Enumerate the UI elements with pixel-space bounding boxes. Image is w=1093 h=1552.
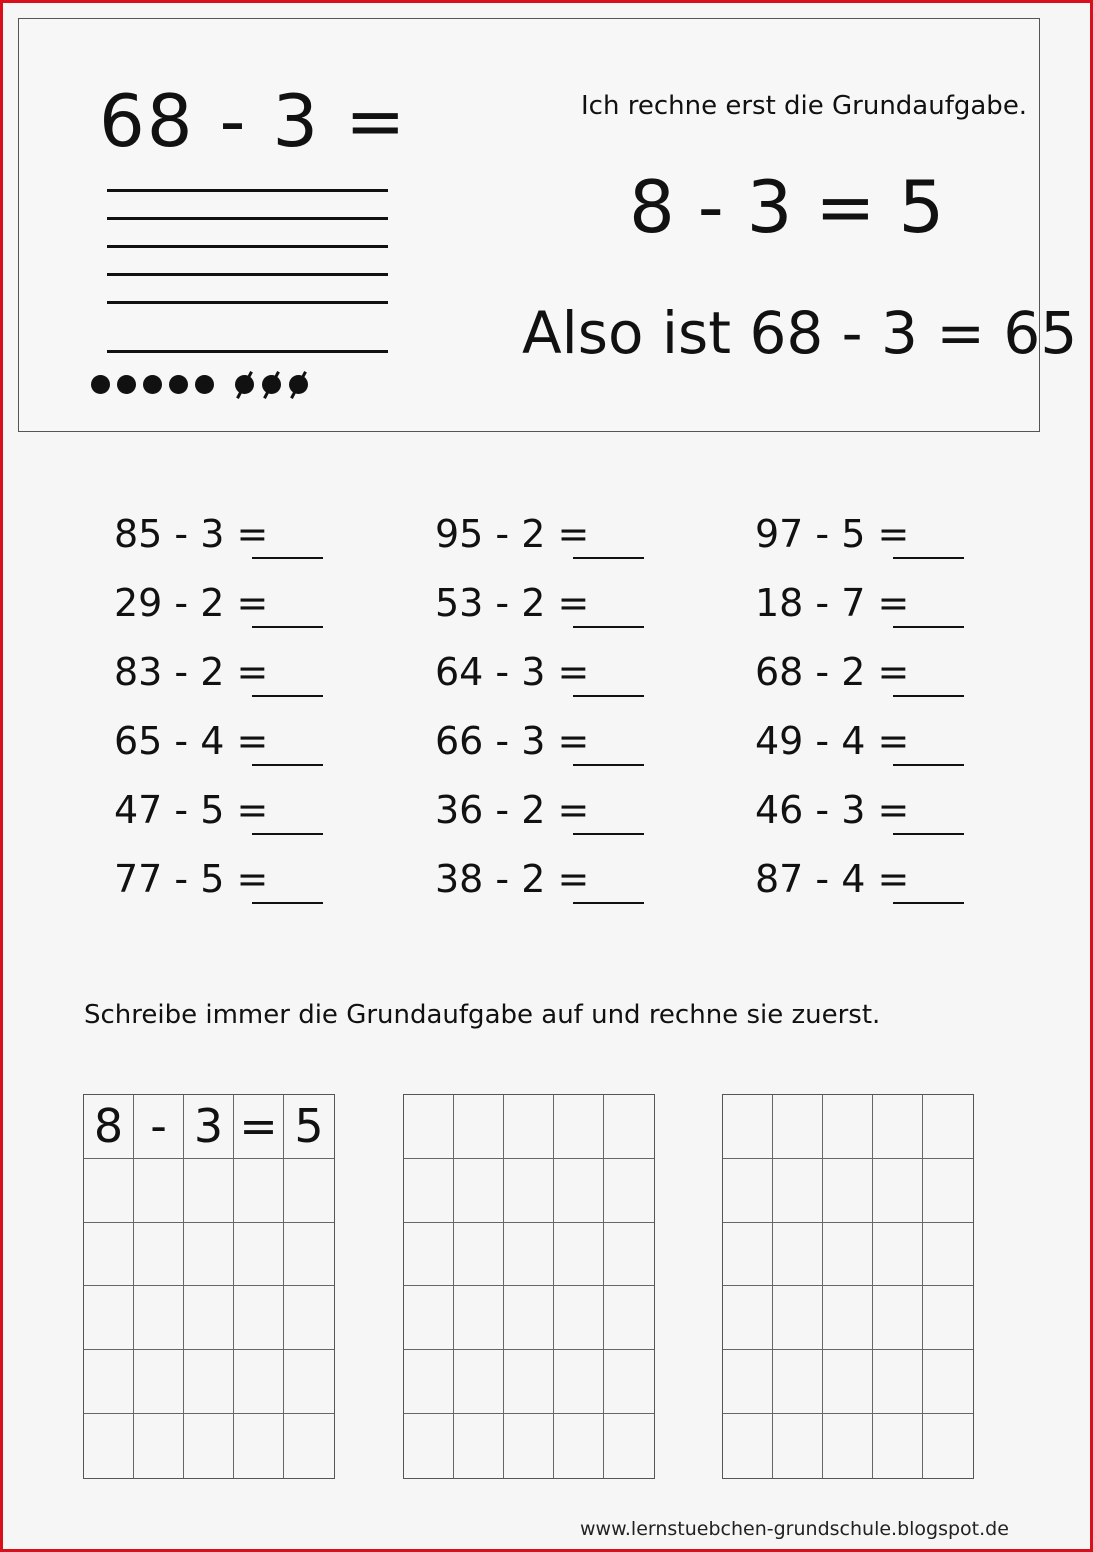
grid-cell[interactable] <box>773 1095 823 1159</box>
grid-cell[interactable] <box>454 1223 504 1287</box>
grid-cell[interactable] <box>504 1095 554 1159</box>
grid-cell[interactable] <box>504 1350 554 1414</box>
grid-cell[interactable] <box>823 1286 873 1350</box>
grid-cell[interactable] <box>504 1414 554 1478</box>
grid-cell[interactable] <box>923 1286 973 1350</box>
answer-blank[interactable] <box>893 764 964 766</box>
grid-cell[interactable] <box>84 1159 134 1223</box>
exercise: 46 - 3 = <box>755 788 910 832</box>
exercise: 95 - 2 = <box>435 512 590 556</box>
exercise: 97 - 5 = <box>755 512 910 556</box>
grid-cell[interactable] <box>723 1095 773 1159</box>
answer-blank[interactable] <box>573 833 644 835</box>
grid-cell[interactable] <box>604 1095 654 1159</box>
grid-cell[interactable] <box>823 1159 873 1223</box>
grid-cell[interactable] <box>284 1286 334 1350</box>
answer-blank[interactable] <box>252 695 323 697</box>
writing-grid-1 <box>83 1094 335 1479</box>
answer-blank[interactable] <box>252 626 323 628</box>
one-dot <box>91 375 110 394</box>
grid-cell[interactable]: 8 <box>84 1095 134 1159</box>
exercise: 83 - 2 = <box>114 650 269 694</box>
answer-blank[interactable] <box>893 833 964 835</box>
example-conclusion: Also ist 68 - 3 = 65 <box>522 299 1078 367</box>
grid-cell[interactable] <box>873 1414 923 1478</box>
one-dot <box>143 375 162 394</box>
grid-cell[interactable] <box>404 1414 454 1478</box>
grid-cell[interactable] <box>184 1350 234 1414</box>
grid-cell[interactable] <box>873 1095 923 1159</box>
tens-bar <box>107 350 388 353</box>
grid-cell[interactable] <box>284 1223 334 1287</box>
tens-bar <box>107 217 388 220</box>
one-dot <box>117 375 136 394</box>
grid-cell[interactable] <box>604 1414 654 1478</box>
answer-blank[interactable] <box>252 557 323 559</box>
grid-cell[interactable] <box>234 1286 284 1350</box>
answer-blank[interactable] <box>573 557 644 559</box>
grid-cell[interactable]: - <box>134 1095 184 1159</box>
grid-cell[interactable] <box>923 1350 973 1414</box>
writing-grid-3 <box>722 1094 974 1479</box>
grid-cell[interactable] <box>773 1350 823 1414</box>
grid-cell[interactable] <box>604 1223 654 1287</box>
grid-cell[interactable]: 5 <box>284 1095 334 1159</box>
exercise: 64 - 3 = <box>435 650 590 694</box>
grid-cell[interactable] <box>84 1350 134 1414</box>
one-dot <box>169 375 188 394</box>
grid-cell[interactable] <box>284 1159 334 1223</box>
grid-cell[interactable] <box>234 1159 284 1223</box>
exercise: 47 - 5 = <box>114 788 269 832</box>
grid-cell[interactable] <box>873 1286 923 1350</box>
grid-cell[interactable] <box>823 1095 873 1159</box>
instruction-text: Schreibe immer die Grundaufgabe auf und rechne sie zuerst. <box>84 1000 881 1030</box>
answer-blank[interactable] <box>573 764 644 766</box>
answer-blank[interactable] <box>893 695 964 697</box>
example-intro: Ich rechne erst die Grundaufgabe. <box>581 91 1028 121</box>
grid-cell[interactable] <box>723 1350 773 1414</box>
grid-cell[interactable] <box>184 1414 234 1478</box>
grid-cell[interactable] <box>923 1223 973 1287</box>
grid-cell[interactable] <box>554 1350 604 1414</box>
grid-cell[interactable] <box>404 1286 454 1350</box>
grid-cell[interactable] <box>554 1095 604 1159</box>
grid-cell[interactable] <box>554 1414 604 1478</box>
grid-cell[interactable] <box>234 1223 284 1287</box>
grid-cell[interactable] <box>823 1350 873 1414</box>
grid-cell[interactable] <box>923 1159 973 1223</box>
answer-blank[interactable] <box>252 833 323 835</box>
grid-cell[interactable] <box>184 1286 234 1350</box>
grid-cell[interactable] <box>134 1223 184 1287</box>
grid-cell[interactable] <box>404 1095 454 1159</box>
grid-cell[interactable] <box>604 1350 654 1414</box>
tens-bar <box>107 273 388 276</box>
grid-cell[interactable]: = <box>234 1095 284 1159</box>
grid-cell[interactable] <box>84 1414 134 1478</box>
exercise: 65 - 4 = <box>114 719 269 763</box>
grid-cell[interactable] <box>823 1414 873 1478</box>
grid-cell[interactable] <box>723 1286 773 1350</box>
grid-cell[interactable] <box>554 1286 604 1350</box>
exercise: 38 - 2 = <box>435 857 590 901</box>
grid-cell[interactable] <box>773 1159 823 1223</box>
answer-blank[interactable] <box>893 626 964 628</box>
basic-task: 8 - 3 = 5 <box>629 165 945 249</box>
exercise: 53 - 2 = <box>435 581 590 625</box>
exercise: 36 - 2 = <box>435 788 590 832</box>
grid-cell[interactable] <box>184 1223 234 1287</box>
tens-bar <box>107 189 388 192</box>
writing-grid-2 <box>403 1094 655 1479</box>
grid-cell[interactable] <box>284 1350 334 1414</box>
exercise: 85 - 3 = <box>114 512 269 556</box>
grid-cell[interactable] <box>873 1350 923 1414</box>
grid-cell[interactable] <box>504 1223 554 1287</box>
exercise: 68 - 2 = <box>755 650 910 694</box>
one-dot <box>195 375 214 394</box>
grid-cell[interactable] <box>234 1350 284 1414</box>
grid-cell[interactable]: 3 <box>184 1095 234 1159</box>
exercise: 66 - 3 = <box>435 719 590 763</box>
grid-cell[interactable] <box>504 1159 554 1223</box>
grid-cell[interactable] <box>134 1350 184 1414</box>
example-box <box>18 18 1078 432</box>
grid-cell[interactable] <box>404 1223 454 1287</box>
grid-cell[interactable] <box>404 1159 454 1223</box>
exercise: 49 - 4 = <box>755 719 910 763</box>
exercise: 29 - 2 = <box>114 581 269 625</box>
answer-blank[interactable] <box>893 902 964 904</box>
grid-cell[interactable] <box>873 1159 923 1223</box>
answer-blank[interactable] <box>573 626 644 628</box>
grid-cell[interactable] <box>773 1414 823 1478</box>
grid-cell[interactable] <box>773 1286 823 1350</box>
answer-blank[interactable] <box>252 902 323 904</box>
answer-blank[interactable] <box>893 557 964 559</box>
grid-cell[interactable] <box>134 1159 184 1223</box>
answer-blank[interactable] <box>252 764 323 766</box>
grid-cell[interactable] <box>84 1223 134 1287</box>
grid-cell[interactable] <box>773 1223 823 1287</box>
grid-cell[interactable] <box>923 1414 973 1478</box>
grid-cell[interactable] <box>84 1286 134 1350</box>
exercise: 77 - 5 = <box>114 857 269 901</box>
tens-bar <box>107 301 388 304</box>
grid-cell[interactable] <box>234 1414 284 1478</box>
grid-cell[interactable] <box>454 1350 504 1414</box>
grid-cell[interactable] <box>723 1414 773 1478</box>
example-task: 68 - 3 = <box>99 79 408 163</box>
grid-cell[interactable] <box>504 1286 554 1350</box>
grid-cell[interactable] <box>134 1414 184 1478</box>
grid-cell[interactable] <box>723 1223 773 1287</box>
answer-blank[interactable] <box>573 695 644 697</box>
grid-cell[interactable] <box>554 1159 604 1223</box>
grid-cell[interactable] <box>134 1286 184 1350</box>
grid-cell[interactable] <box>823 1223 873 1287</box>
grid-cell[interactable] <box>454 1095 504 1159</box>
grid-cell[interactable] <box>454 1414 504 1478</box>
exercise: 87 - 4 = <box>755 857 910 901</box>
grid-cell[interactable] <box>454 1159 504 1223</box>
grid-cell[interactable] <box>723 1159 773 1223</box>
answer-blank[interactable] <box>573 902 644 904</box>
grid-cell[interactable] <box>454 1286 504 1350</box>
grid-cell[interactable] <box>604 1286 654 1350</box>
exercise: 18 - 7 = <box>755 581 910 625</box>
grid-cell[interactable] <box>604 1159 654 1223</box>
grid-cell[interactable] <box>404 1350 454 1414</box>
footer-url: www.lernstuebchen-grundschule.blogspot.de <box>580 1518 1009 1540</box>
grid-cell[interactable] <box>923 1095 973 1159</box>
tens-bar <box>107 245 388 248</box>
grid-cell[interactable] <box>873 1223 923 1287</box>
grid-cell[interactable] <box>284 1414 334 1478</box>
grid-cell[interactable] <box>554 1223 604 1287</box>
grid-cell[interactable] <box>184 1159 234 1223</box>
